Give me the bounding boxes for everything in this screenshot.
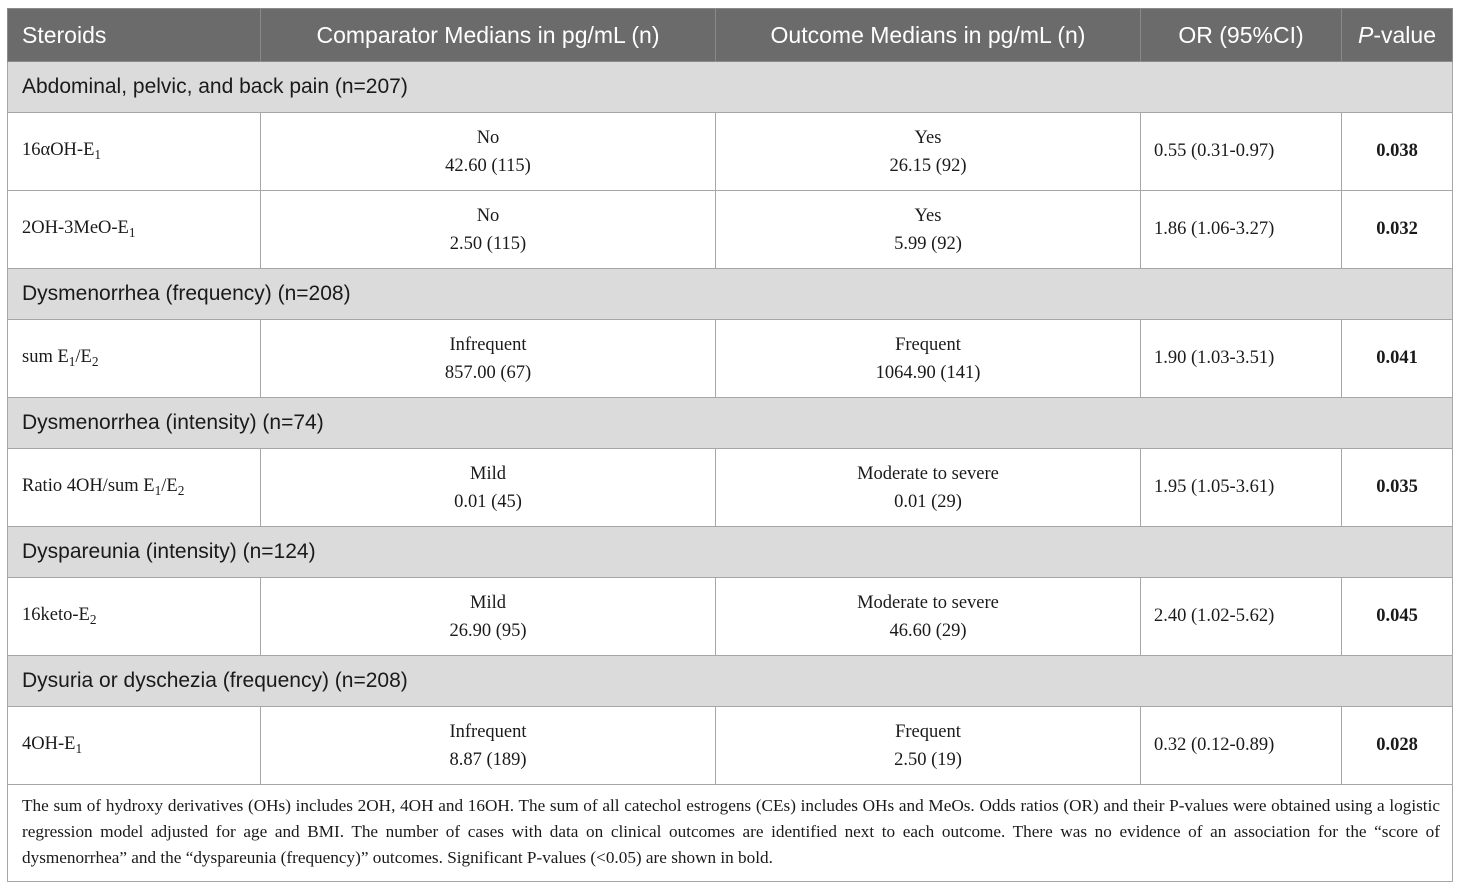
outcome-value: 5.99 (92) xyxy=(894,233,962,254)
comparator-label: Infrequent xyxy=(449,721,527,742)
steroid-name-subscript: 1 xyxy=(94,146,102,162)
comparator-value: 2.50 (115) xyxy=(449,233,527,254)
group-row xyxy=(8,656,1453,707)
p-value-cell: 0.038 xyxy=(1342,113,1453,191)
group-title: Dysmenorrhea (intensity) (n=74) xyxy=(8,398,1453,449)
steroid-name-mid: /E xyxy=(75,347,92,367)
comparator-value: 42.60 (115) xyxy=(445,155,531,176)
comparator-label: Mild xyxy=(470,463,506,484)
comparator-value: 26.90 (95) xyxy=(449,620,527,641)
footnote-row xyxy=(8,785,1453,882)
header-or: OR (95%CI) xyxy=(1141,9,1342,62)
comparator-cell xyxy=(261,449,716,527)
comparator-label: No xyxy=(476,205,500,226)
group-row xyxy=(8,62,1453,113)
outcome-cell xyxy=(716,707,1141,785)
outcome-cell xyxy=(716,191,1141,269)
steroid-name xyxy=(8,578,261,656)
outcome-cell xyxy=(716,113,1141,191)
or-cell: 0.32 (0.12-0.89) xyxy=(1141,707,1342,785)
outcome-label: Yes xyxy=(914,205,942,226)
outcome-value: 46.60 (29) xyxy=(889,620,967,641)
table-row xyxy=(8,449,1453,527)
steroid-name xyxy=(8,707,261,785)
steroid-name-mid: /E xyxy=(161,476,178,496)
steroid-name xyxy=(8,113,261,191)
steroid-name-main: 16αOH-E xyxy=(22,140,95,160)
steroid-name-subscript: 2 xyxy=(89,611,97,627)
group-title: Abdominal, pelvic, and back pain (n=207) xyxy=(8,62,1453,113)
outcome-cell xyxy=(716,449,1141,527)
header-comparator: Comparator Medians in pg/mL (n) xyxy=(261,9,716,62)
or-cell: 2.40 (1.02-5.62) xyxy=(1141,578,1342,656)
group-row xyxy=(8,398,1453,449)
header-outcome: Outcome Medians in pg/mL (n) xyxy=(716,9,1141,62)
outcome-label: Moderate to severe xyxy=(857,592,999,613)
header-steroids: Steroids xyxy=(8,9,261,62)
table-row xyxy=(8,191,1453,269)
outcome-value: 0.01 (29) xyxy=(894,491,962,512)
steroid-name xyxy=(8,449,261,527)
steroid-outcome-table xyxy=(7,8,1453,882)
outcome-cell xyxy=(716,578,1141,656)
comparator-value: 0.01 (45) xyxy=(454,491,522,512)
p-value-cell: 0.035 xyxy=(1342,449,1453,527)
comparator-cell xyxy=(261,320,716,398)
group-row xyxy=(8,527,1453,578)
or-cell: 1.86 (1.06-3.27) xyxy=(1141,191,1342,269)
table-row xyxy=(8,578,1453,656)
comparator-value: 857.00 (67) xyxy=(444,362,532,383)
comparator-cell xyxy=(261,191,716,269)
steroid-name-subscript: 1 xyxy=(68,353,76,369)
group-row xyxy=(8,269,1453,320)
or-cell: 1.95 (1.05-3.61) xyxy=(1141,449,1342,527)
comparator-cell xyxy=(261,707,716,785)
steroid-name-subscript-2: 2 xyxy=(177,482,185,498)
comparator-cell xyxy=(261,113,716,191)
comparator-cell xyxy=(261,578,716,656)
group-title: Dysmenorrhea (frequency) (n=208) xyxy=(8,269,1453,320)
or-cell: 0.55 (0.31-0.97) xyxy=(1141,113,1342,191)
outcome-value: 1064.90 (141) xyxy=(875,362,981,383)
p-value-cell: 0.045 xyxy=(1342,578,1453,656)
p-value-cell: 0.032 xyxy=(1342,191,1453,269)
steroid-name-subscript: 1 xyxy=(128,224,136,240)
header-p-value xyxy=(1342,9,1453,62)
steroid-name xyxy=(8,191,261,269)
steroid-name-main: 2OH-3MeO-E xyxy=(22,218,129,238)
header-row xyxy=(8,9,1453,62)
table-row xyxy=(8,707,1453,785)
outcome-label: Moderate to severe xyxy=(857,463,999,484)
p-value-cell: 0.041 xyxy=(1342,320,1453,398)
steroid-name-main: 4OH-E xyxy=(22,734,76,754)
group-title: Dysuria or dyschezia (frequency) (n=208) xyxy=(8,656,1453,707)
table-footnote: The sum of hydroxy derivatives (OHs) includes 2OH, 4OH and 16OH. The sum of all catechol estrogens (CEs) includes OHs and MeOs. Odds ratios (OR) and their P-values were obtained using a logistic regression model adjusted for age and BMI. The number of cases with data on clinical outcomes are identified next to each outcome. There was no evidence of an association for the “score of dysmenorrhea” and the “dyspareunia (frequency)” outcomes. Significant P-values (<0.05) are shown in bold. xyxy=(8,785,1453,882)
table-row xyxy=(8,113,1453,191)
steroid-name-subscript-2: 2 xyxy=(91,353,99,369)
p-value-cell: 0.028 xyxy=(1342,707,1453,785)
comparator-value: 8.87 (189) xyxy=(449,749,527,770)
steroid-name-main: Ratio 4OH/sum E xyxy=(22,476,155,496)
comparator-label: No xyxy=(476,127,500,148)
outcome-label: Frequent xyxy=(895,334,961,355)
comparator-label: Mild xyxy=(470,592,506,613)
outcome-value: 2.50 (19) xyxy=(894,749,962,770)
group-title: Dyspareunia (intensity) (n=124) xyxy=(8,527,1453,578)
outcome-label: Yes xyxy=(914,127,942,148)
header-p-rest: -value xyxy=(1373,21,1436,48)
results-table-container xyxy=(7,8,1452,882)
steroid-name-main: sum E xyxy=(22,347,69,367)
steroid-name xyxy=(8,320,261,398)
steroid-name-main: 16keto-E xyxy=(22,605,90,625)
steroid-name-subscript: 1 xyxy=(154,482,162,498)
comparator-label: Infrequent xyxy=(449,334,527,355)
steroid-name-subscript: 1 xyxy=(75,740,83,756)
or-cell: 1.90 (1.03-3.51) xyxy=(1141,320,1342,398)
outcome-label: Frequent xyxy=(895,721,961,742)
outcome-value: 26.15 (92) xyxy=(889,155,967,176)
header-p-italic: P xyxy=(1358,21,1374,48)
outcome-cell xyxy=(716,320,1141,398)
table-row xyxy=(8,320,1453,398)
